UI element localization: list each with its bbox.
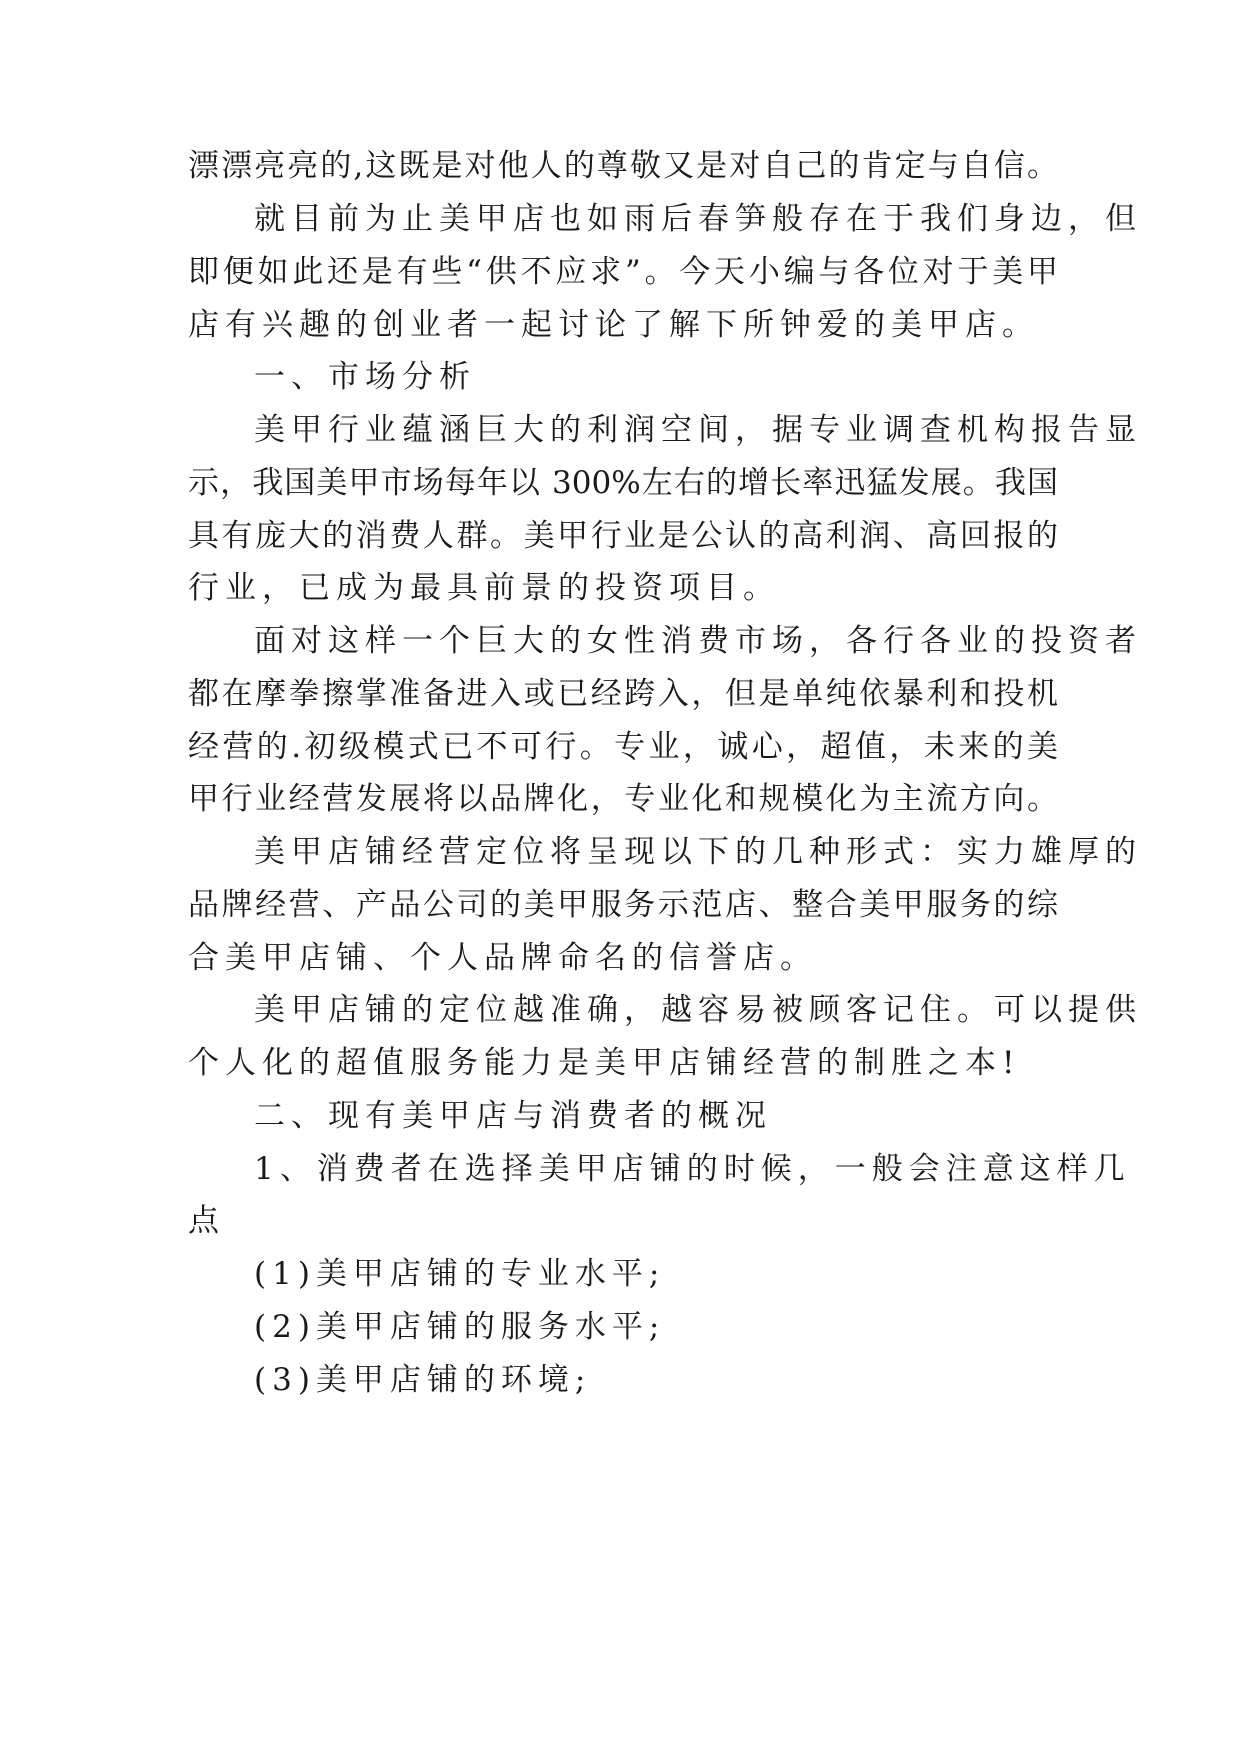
list-item: (2)美甲店铺的服务水平; [254,1309,666,1345]
paragraph-line: 具有庞大的消费人群。美甲行业是公认的高利润、高回报的 [188,518,1058,554]
paragraph-line: 面对这样一个巨大的女性消费市场，各行各业的投资者 [254,623,1142,659]
paragraph-line: 个人化的超值服务能力是美甲店铺经营的制胜之本! [188,1045,1021,1081]
paragraph-line: 行业，已成为最具前景的投资项目。 [188,570,780,606]
paragraph-line: 美甲行业蕴涵巨大的利润空间，据专业调查机构报告显 [254,412,1142,448]
paragraph-line: 品牌经营、产品公司的美甲服务示范店、整合美甲服务的综 [188,887,1058,923]
paragraph-line: 即便如此还是有些“供不应求”。今天小编与各位对于美甲 [188,254,1058,290]
section-heading: 二、现有美甲店与消费者的概况 [254,1098,772,1134]
section-heading: 一、市场分析 [254,359,476,395]
paragraph-line: 经营的.初级模式已不可行。专业，诚心，超值，未来的美 [188,729,1058,765]
paragraph-line: 点 [188,1203,225,1239]
paragraph-line: 甲行业经营发展将以品牌化，专业化和规模化为主流方向。 [188,781,1058,817]
paragraph-line: 示，我国美甲市场每年以 300%左右的增长率迅猛发展。我国 [188,465,1058,501]
paragraph-line: 1、消费者在选择美甲店铺的时候，一般会注意这样几 [254,1151,1131,1187]
paragraph-line: 都在摩拳擦掌准备进入或已经跨入，但是单纯依暴利和投机 [188,676,1058,712]
paragraph-line: 美甲店铺经营定位将呈现以下的几种形式：实力雄厚的 [254,834,1142,870]
paragraph-line: 美甲店铺的定位越准确，越容易被顾客记住。可以提供 [254,992,1142,1028]
paragraph-line: 店有兴趣的创业者一起讨论了解下所钟爱的美甲店。 [188,307,1039,343]
paragraph-line: 合美甲店铺、个人品牌命名的信誉店。 [188,940,817,976]
paragraph-line: 漂漂亮亮的,这既是对他人的尊敬又是对自己的肯定与自信。 [188,148,1058,184]
paragraph-line: 就目前为止美甲店也如雨后春笋般存在于我们身边，但 [254,201,1142,237]
list-item: (3)美甲店铺的环境; [254,1362,592,1398]
list-item: (1)美甲店铺的专业水平; [254,1256,666,1292]
